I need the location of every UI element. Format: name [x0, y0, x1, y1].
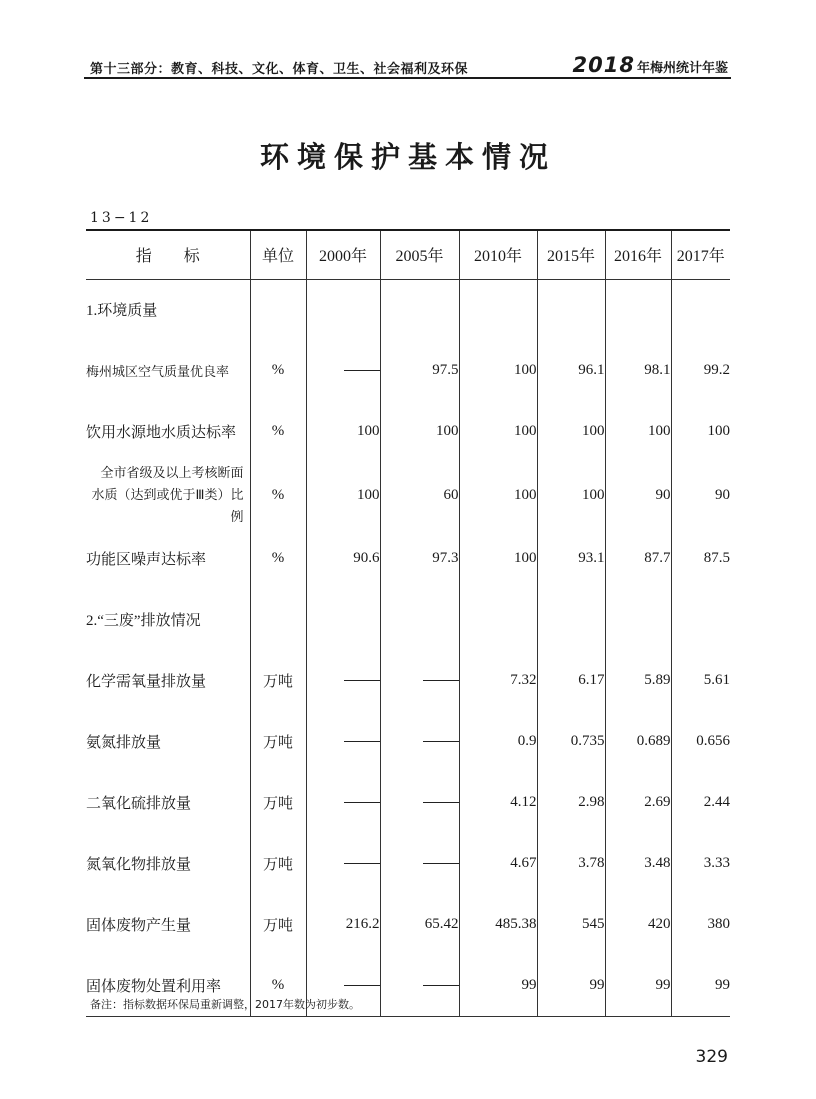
cell-value: [605, 711, 671, 772]
no-data-dash: [344, 802, 380, 803]
value-text: 485.38: [495, 916, 537, 932]
value-text: 100: [514, 550, 537, 566]
header-rule: [84, 77, 731, 79]
row-label: 固体废物产生量: [86, 918, 192, 934]
col-header-unit: 单位: [250, 230, 306, 279]
cell-value: [380, 462, 459, 528]
value-text: 4.67: [510, 855, 537, 871]
cell-value: [306, 650, 380, 711]
cell-value: [605, 401, 671, 462]
table-number: 13−12: [90, 210, 153, 226]
section-title: 2.“三废”排放情况: [86, 613, 201, 629]
section-title: 1.环境质量: [86, 303, 158, 320]
value-text: 97.3: [432, 550, 459, 566]
cell-value: [306, 528, 380, 589]
value-text: 99: [655, 976, 671, 993]
row-unit: %: [250, 955, 306, 1016]
value-text: 0.9: [517, 733, 537, 749]
row-unit: 万吨: [250, 711, 306, 772]
no-data-dash: [423, 985, 459, 986]
no-data-dash: [344, 680, 380, 681]
row-unit: %: [250, 462, 306, 528]
value-text: 100: [648, 423, 671, 439]
cell-value: [605, 528, 671, 589]
value-text: 216.2: [345, 916, 380, 932]
value-text: 100: [582, 486, 605, 503]
value-text: 100: [357, 423, 380, 439]
running-header-book-name: 年梅州统计年鉴: [636, 61, 728, 76]
row-label: 固体废物处置利用率: [86, 955, 250, 1016]
cell-value: [306, 401, 380, 462]
value-text: 3.78: [578, 855, 605, 871]
row-label: 功能区噪声达标率: [86, 552, 207, 568]
cell-value: [459, 401, 537, 462]
cell-value: [306, 340, 380, 401]
col-header-year: 2010年: [459, 230, 537, 279]
value-text: 98.1: [644, 362, 671, 378]
cell-value: [380, 833, 459, 894]
row-label: 二氧化硫排放量: [86, 796, 192, 812]
row-unit: %: [250, 340, 306, 401]
cell-value: [605, 650, 671, 711]
value-text: 545: [582, 916, 605, 932]
row-label-line: 全市省级及以上考核断面: [100, 465, 244, 480]
section-row: [86, 589, 730, 650]
cell-value: [380, 711, 459, 772]
cell-value: [459, 340, 537, 401]
value-text: 87.5: [703, 550, 730, 566]
no-data-dash: [423, 863, 459, 864]
cell-value: [306, 711, 380, 772]
value-text: 96.1: [578, 362, 605, 378]
value-text: 5.61: [703, 672, 730, 688]
running-header-year: 2018: [572, 53, 635, 77]
value-text: 380: [707, 916, 730, 932]
cell-value: [459, 894, 537, 955]
cell-value: [605, 340, 671, 401]
no-data-dash: [344, 741, 380, 742]
no-data-dash: [423, 741, 459, 742]
value-text: 90: [655, 486, 671, 503]
value-text: 100: [582, 423, 605, 439]
no-data-dash: [423, 802, 459, 803]
no-data-dash: [344, 863, 380, 864]
no-data-dash: [344, 985, 380, 986]
cell-value: [605, 772, 671, 833]
cell-value: [671, 650, 730, 711]
cell-value: [537, 711, 605, 772]
value-text: 6.17: [578, 672, 605, 688]
value-text: 4.12: [510, 794, 537, 810]
cell-value: [306, 894, 380, 955]
table-row: [86, 462, 730, 528]
value-text: 2.44: [703, 794, 730, 810]
cell-value: [605, 833, 671, 894]
cell-value: [306, 772, 380, 833]
cell-value: [459, 462, 537, 528]
value-text: 65.42: [424, 916, 459, 932]
value-text: 100: [707, 423, 730, 439]
cell-value: [537, 528, 605, 589]
value-text: 2.98: [578, 794, 605, 810]
col-header-indicator: 指 标: [86, 230, 250, 279]
row-label: 氮氧化物排放量: [86, 857, 192, 873]
table-row: [86, 772, 730, 833]
cell-value: [605, 955, 671, 1016]
cell-value: [459, 772, 537, 833]
value-text: 100: [514, 486, 537, 503]
cell-value: [671, 894, 730, 955]
cell-value: [537, 462, 605, 528]
row-label: 氨氮排放量: [86, 735, 162, 751]
value-text: 99: [715, 976, 730, 993]
cell-value: [459, 650, 537, 711]
cell-value: [380, 894, 459, 955]
value-text: 100: [436, 423, 459, 439]
cell-value: [306, 462, 380, 528]
cell-value: [380, 955, 459, 1016]
row-unit: 万吨: [250, 894, 306, 955]
table-row: [86, 401, 730, 462]
value-text: 7.32: [510, 672, 537, 688]
col-header-year: 2016年: [605, 230, 671, 279]
value-text: 5.89: [644, 672, 671, 688]
value-text: 420: [648, 916, 671, 932]
cell-value: [671, 401, 730, 462]
cell-value: [380, 650, 459, 711]
cell-value: [459, 711, 537, 772]
row-unit: 万吨: [250, 650, 306, 711]
col-header-year: 2017年: [671, 230, 730, 279]
cell-value: [671, 711, 730, 772]
col-header-year: 2015年: [537, 230, 605, 279]
row-unit: %: [250, 401, 306, 462]
running-header-book: [573, 53, 728, 77]
cell-value: [380, 528, 459, 589]
row-label-line: 水质（达到或优于Ⅲ类）比例: [91, 487, 244, 524]
row-label: [86, 462, 250, 528]
row-unit: %: [250, 528, 306, 589]
cell-value: [380, 340, 459, 401]
cell-value: [459, 955, 537, 1016]
value-text: 100: [357, 486, 380, 503]
page-number: 329: [695, 1047, 728, 1067]
row-unit: 万吨: [250, 833, 306, 894]
cell-value: [380, 772, 459, 833]
cell-value: [306, 833, 380, 894]
value-text: 0.689: [636, 733, 671, 749]
environment-table: [86, 229, 730, 1017]
cell-value: [537, 650, 605, 711]
value-text: 87.7: [644, 550, 671, 566]
cell-value: [537, 833, 605, 894]
running-header-section: 第十三部分：教育、科技、文化、体育、卫生、社会福利及环保: [90, 62, 469, 77]
cell-value: [671, 955, 730, 1016]
col-header-year: 2005年: [380, 230, 459, 279]
cell-value: [671, 340, 730, 401]
cell-value: [671, 772, 730, 833]
page-title: 环境保护基本情况: [259, 140, 556, 174]
cell-value: [671, 528, 730, 589]
cell-value: [537, 772, 605, 833]
value-text: 99: [589, 976, 605, 993]
section-row: [86, 279, 730, 340]
value-text: 2.69: [644, 794, 671, 810]
row-label: 梅州城区空气质量优良率: [86, 364, 230, 379]
cell-value: [459, 833, 537, 894]
table-row: [86, 894, 730, 955]
value-text: 90.6: [353, 550, 380, 566]
table-row: [86, 650, 730, 711]
cell-value: [605, 462, 671, 528]
cell-value: [671, 462, 730, 528]
value-text: 97.5: [432, 362, 459, 378]
cell-value: [537, 955, 605, 1016]
value-text: 3.33: [703, 855, 730, 871]
table-row: [86, 340, 730, 401]
value-text: 99.2: [703, 362, 730, 378]
cell-value: [537, 340, 605, 401]
row-label: 化学需氧量排放量: [86, 674, 207, 690]
cell-value: [537, 401, 605, 462]
col-header-year: 2000年: [306, 230, 380, 279]
value-text: 100: [514, 362, 537, 378]
row-label: 饮用水源地水质达标率: [86, 425, 237, 441]
no-data-dash: [423, 680, 459, 681]
table-row: [86, 711, 730, 772]
cell-value: [605, 894, 671, 955]
table-row: [86, 833, 730, 894]
table-header-row: [86, 230, 730, 279]
value-text: 0.735: [570, 733, 605, 749]
table-note: 备注：指标数据环保局重新调整，2017年数为初步数。: [90, 998, 360, 1011]
no-data-dash: [344, 370, 380, 371]
cell-value: [537, 894, 605, 955]
table-row: [86, 528, 730, 589]
cell-value: [459, 528, 537, 589]
value-text: 93.1: [578, 550, 605, 566]
value-text: 99: [521, 976, 537, 993]
cell-value: [380, 401, 459, 462]
value-text: 60: [443, 486, 459, 503]
value-text: 100: [514, 423, 537, 439]
value-text: 0.656: [696, 733, 730, 749]
cell-value: [671, 833, 730, 894]
row-unit: 万吨: [250, 772, 306, 833]
value-text: 90: [715, 486, 730, 503]
value-text: 3.48: [644, 855, 671, 871]
